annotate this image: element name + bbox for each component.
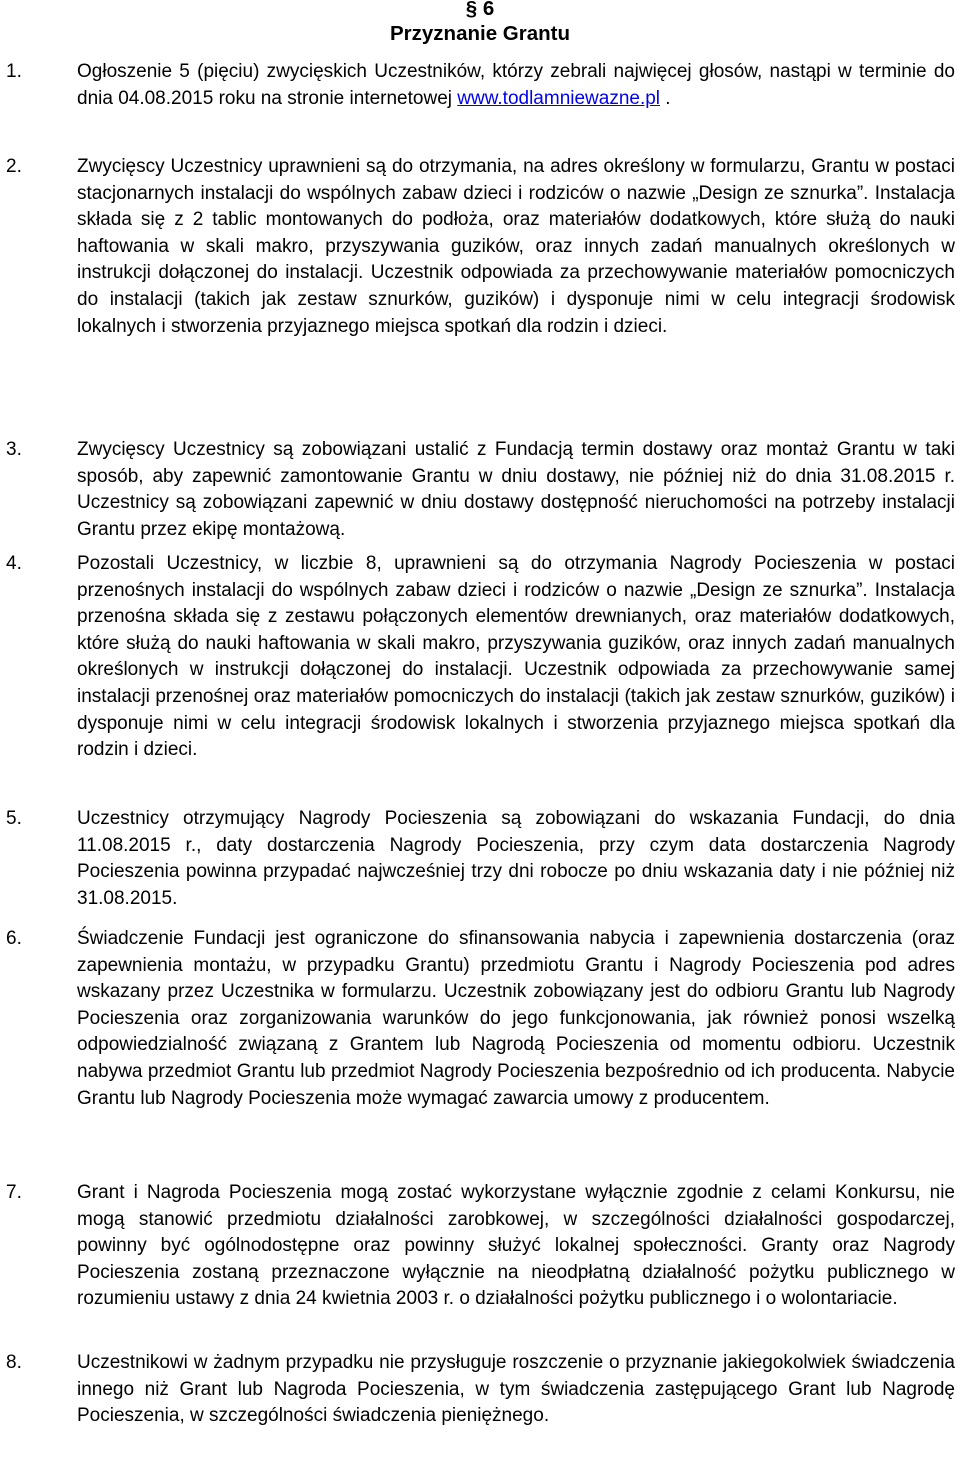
- item-text: Grant i Nagroda Pocieszenia mogą zostać wykorzystane wyłącznie zgodnie z celami Konkursu, nie mogą stanowić przedmiotu działalności zarobkowej, w szczególności działalności gospodarczej, powinny być ogólnodostępne oraz powinny służyć lokalnej społeczności. Granty oraz Nagrody Pocieszenia zostaną przeznaczone wyłącznie na nieodpłatną działalność pożytku publicznego w rozumieniu ustawy z dnia 24 kwietnia 2003 r. o działalności pożytku publicznego i o wolontariacie.: [77, 1182, 955, 1310]
- item-number: 7.: [6, 1182, 22, 1203]
- item-text: Pozostali Uczestnicy, w liczbie 8, uprawnieni są do otrzymania Nagrody Pocieszenia w postaci przenośnych instalacji do wspólnych zabaw dzieci i rodziców o nazwie „Design ze sznurka”. Instalacja przenośna składa się z zestawu połączonych elementów drewnianych, oraz materiałów dodatkowych, które służą do nauki haftowania w skali makro, przyszywania guzików, oraz innych zadań manualnych określonych w instrukcji dołączonej do instalacji. Uczestnik odpowiada za przechowywanie samej instalacji przenośnej oraz materiałów pomocniczych do instalacji (takich jak zestaw sznurków, guzików) i dysponuje nimi w celu integracji środowisk lokalnych i stworzenia przyjaznego miejsca spotkań dla rodzin i dzieci.: [77, 553, 955, 761]
- website-link[interactable]: www.todlamniewazne.pl: [457, 87, 661, 109]
- item-text: [77, 59, 955, 112]
- item-number: 1.: [6, 61, 22, 82]
- item-number: 5.: [6, 808, 22, 829]
- item-text-part: Ogłoszenie 5 (pięciu) zwycięskich Uczestników, którzy zebrali najwięcej głosów, nastąpi w terminie do dnia 04.08.2015 roku na stronie internetowej: [77, 61, 955, 109]
- item-text-part: .: [660, 87, 671, 109]
- item-number: 6.: [6, 928, 22, 949]
- item-number: 2.: [6, 156, 22, 177]
- item-text: Uczestnicy otrzymujący Nagrody Pocieszenia są zobowiązani do wskazania Fundacji, do dnia 11.08.2015 r., daty dostarczenia Nagrody Pocieszenia, przy czym data dostarczenia Nagrody Pocieszenia powinna przypadać najwcześniej trzy dni robocze po dniu wskazania daty i nie później niż 31.08.2015.: [77, 808, 955, 909]
- item-number: 3.: [6, 439, 22, 460]
- item-text: Świadczenie Fundacji jest ograniczone do sfinansowania nabycia i zapewnienia dostarczenia (oraz zapewnienia montażu, w przypadku Grantu) przedmiotu Grantu i Nagrody Pocieszenia pod adres wskazany przez Uczestnika w formularzu. Uczestnik zobowiązany jest do odbioru Grantu lub Nagrody Pocieszenia oraz zorganizowania warunków do jego funkcjonowania, jak również ponosi wszelką odpowiedzialność związaną z Grantem lub Nagrodą Pocieszenia od momentu odbioru. Uczestnik nabywa przedmiot Grantu lub przedmiot Nagrody Pocieszenia bezpośrednio od ich producenta. Nabycie Grantu lub Nagrody Pocieszenia może wymagać zawarcia umowy z producentem.: [77, 928, 955, 1109]
- item-text: Zwycięscy Uczestnicy uprawnieni są do otrzymania, na adres określony w formularzu, Grantu w postaci stacjonarnych instalacji do wspólnych zabaw dzieci i rodziców o nazwie „Design ze sznurka”. Instalacja składa się z 2 tablic montowanych do podłoża, oraz materiałów dodatkowych, które służą do nauki haftowania w skali makro, przyszywania guzików, oraz innych zadań manualnych określonych w instrukcji dołączonej do instalacji. Uczestnik odpowiada za przechowywanie materiałów pomocniczych do instalacji (takich jak zestaw sznurków, guzików) i dysponuje nimi w celu integracji środowisk lokalnych i stworzenia przyjaznego miejsca spotkań dla rodzin i dzieci.: [77, 156, 955, 337]
- section-title: Przyznanie Grantu: [390, 22, 570, 45]
- item-text: Zwycięscy Uczestnicy są zobowiązani ustalić z Fundacją termin dostawy oraz montaż Grantu w taki sposób, aby zapewnić zamontowanie Grantu w dniu dostawy, nie później niż do dnia 31.08.2015 r. Uczestnicy są zobowiązani zapewnić w dniu dostawy dostępność nieruchomości na potrzeby instalacji Grantu przez ekipę montażową.: [77, 439, 955, 540]
- item-number: 4.: [6, 553, 22, 574]
- item-text: Uczestnikowi w żadnym przypadku nie przysługuje roszczenie o przyznanie jakiegokolwiek świadczenia innego niż Grant lub Nagroda Pocieszenia, w tym świadczenia zastępującego Grant lub Nagrodę Pocieszenia, w szczególności świadczenia pieniężnego.: [77, 1352, 955, 1427]
- section-number: § 6: [465, 0, 495, 20]
- item-number: 8.: [6, 1352, 22, 1373]
